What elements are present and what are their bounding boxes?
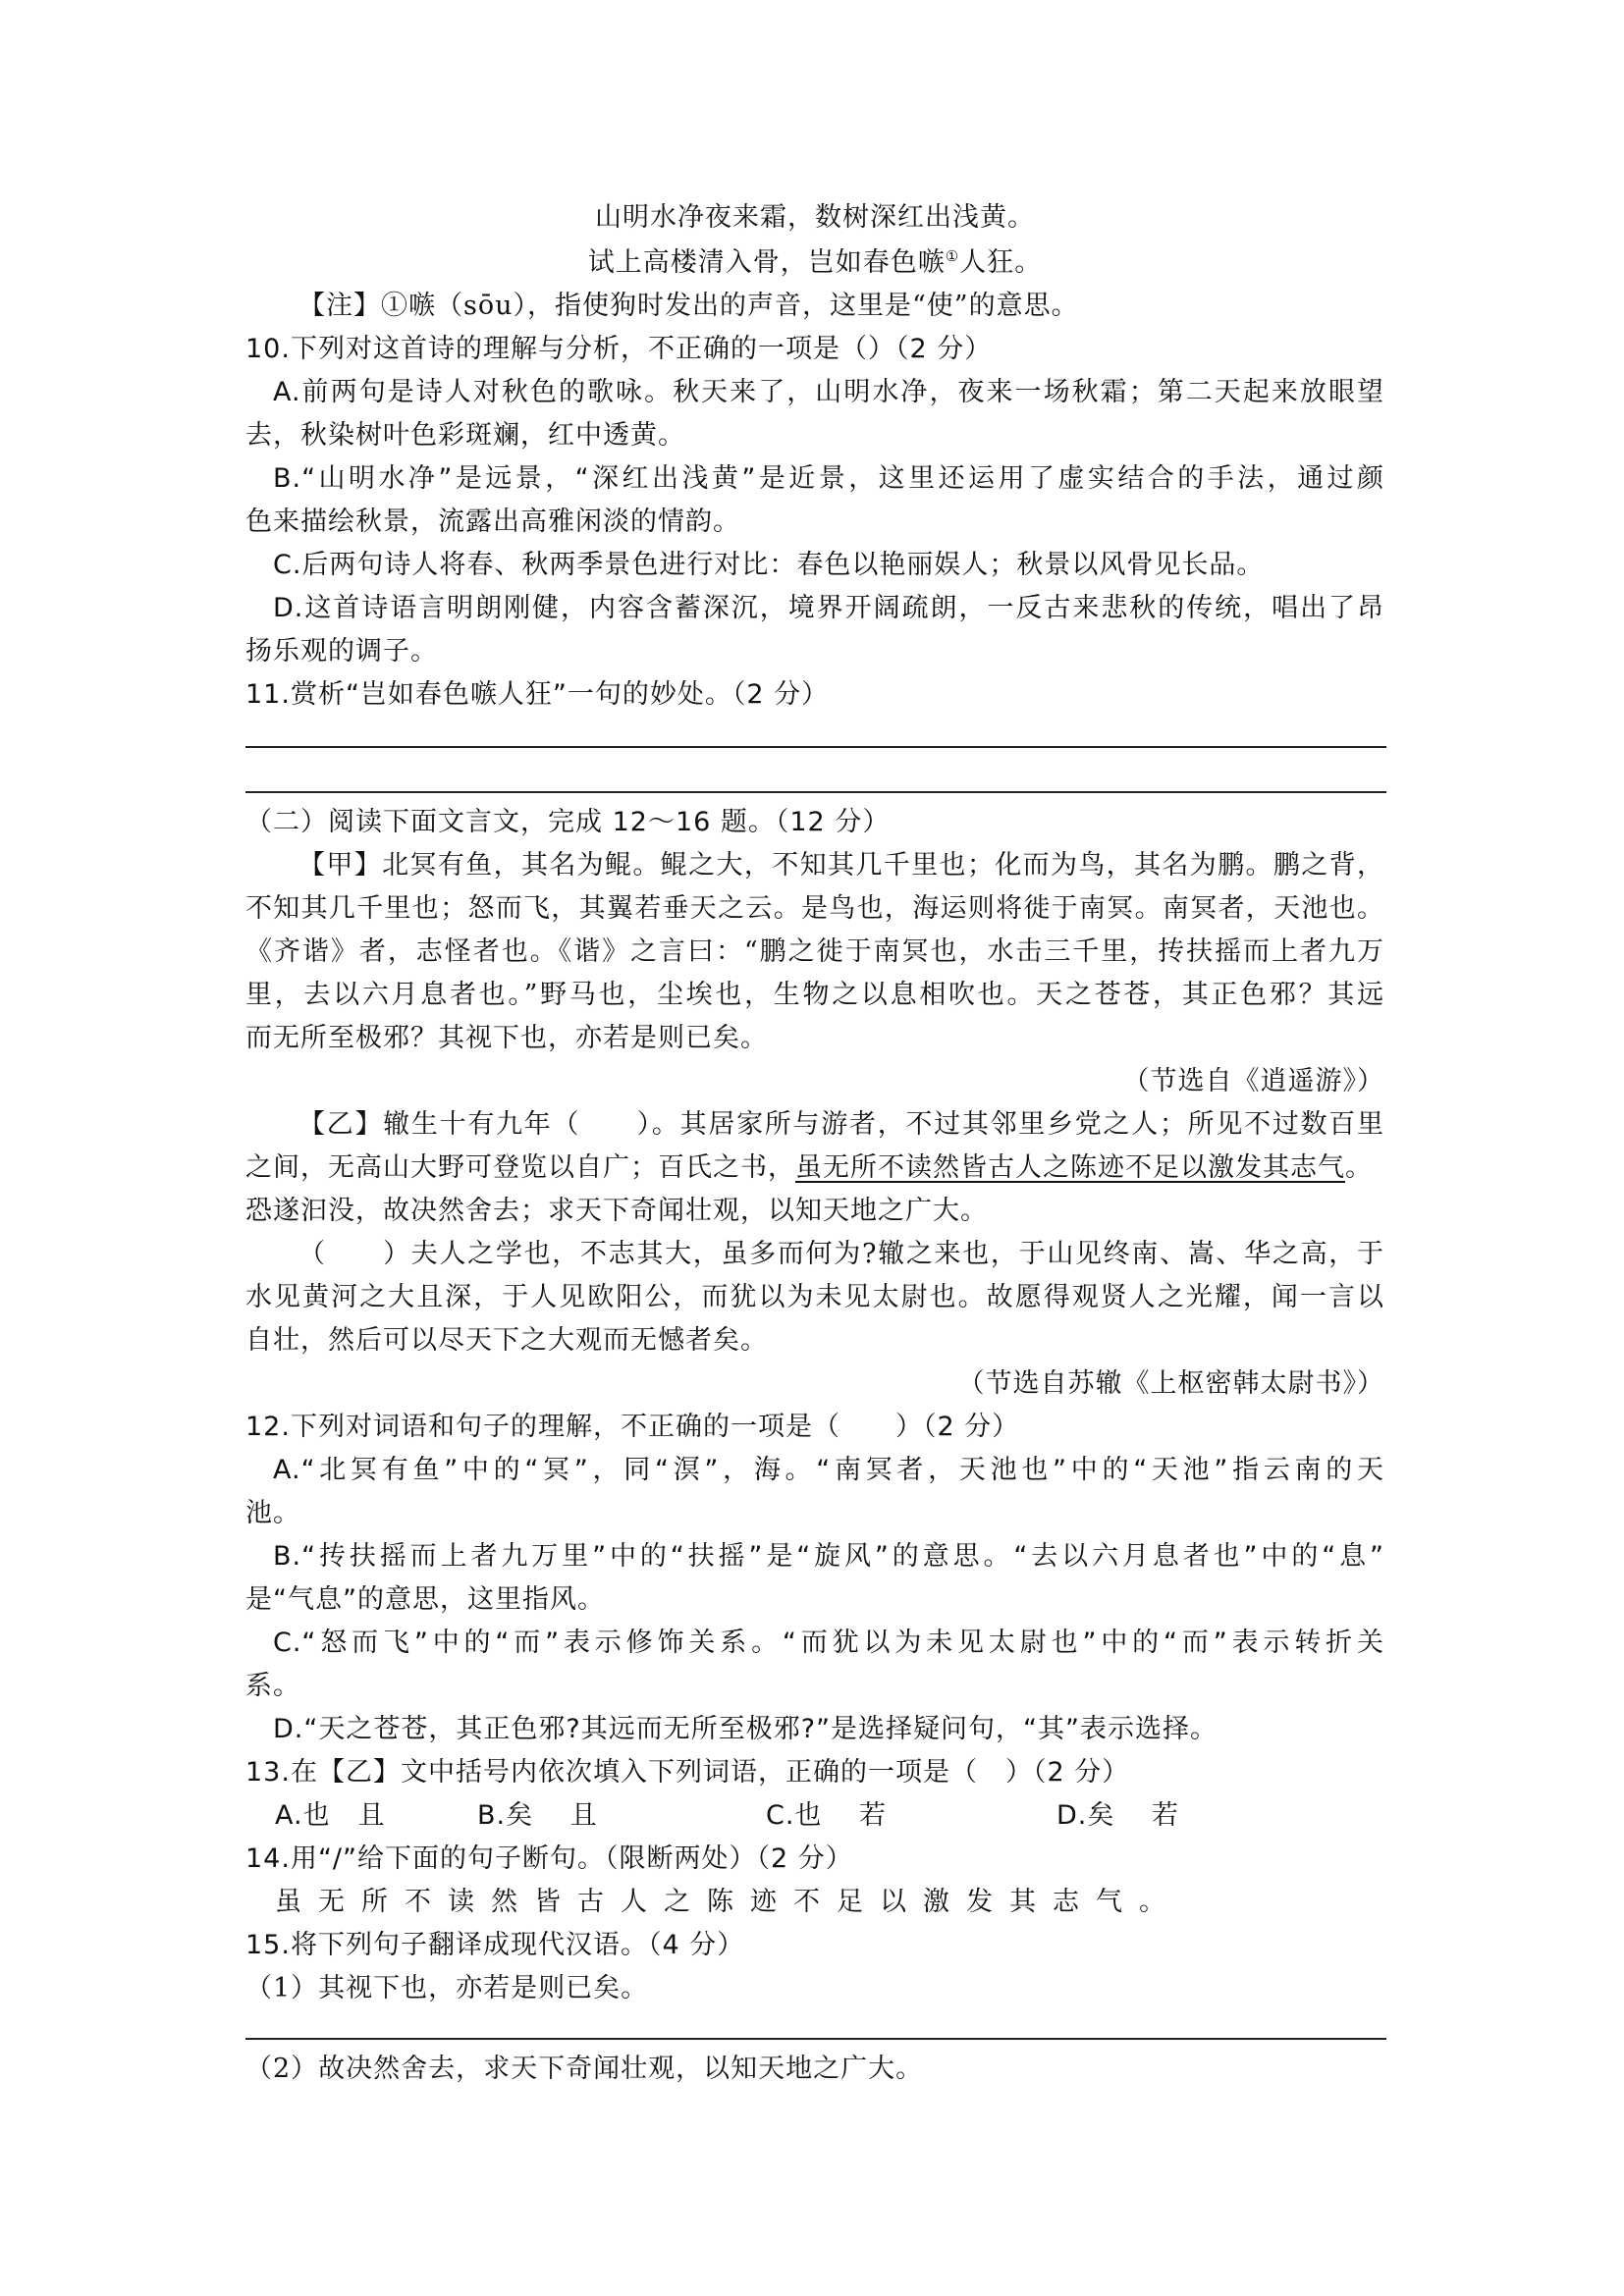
- q10-option-b-line-1: B.“山明水净”是远景，“深红出浅黄”是近景，这里还运用了虚实结合的手法，通过颜: [273, 463, 1384, 494]
- q12-option-c-line-2: 系。: [245, 1671, 300, 1701]
- q14-sentence: 虽无所不读然皆古人之陈迹不足以激发其志气。: [275, 1887, 1182, 1917]
- passage-yi-line-5: 水见黄河之大且深，于人见欧阳公，而犹以为未见太尉也。故愿得观贤人之光耀，闻一言以: [245, 1282, 1384, 1312]
- q10-stem: 10.下列对这首诗的理解与分析，不正确的一项是（）（2 分）: [245, 334, 993, 364]
- passage-jia-line-2: 不知其几千里也；怒而飞，其翼若垂天之云。是鸟也，海运则将徙于南冥。南冥者，天池也。: [245, 893, 1384, 924]
- passage-yi-line-2: [245, 1147, 1384, 1190]
- q10-option-b-line-2: 色来描绘秋景，流露出高雅闲淡的情韵。: [245, 507, 740, 537]
- q10-option-c: C.后两句诗人将春、秋两季景色进行对比：春色以艳丽娱人；秋景以风骨见长品。: [273, 550, 1265, 580]
- poem-note: 【注】①嗾（sōu），指使狗时发出的声音，这里是“使”的意思。: [298, 291, 1079, 321]
- q12-stem: 12.下列对词语和句子的理解，不正确的一项是（ ）（2 分）: [245, 1412, 1020, 1442]
- passage-yi-line-2-part-b: 。: [1345, 1152, 1373, 1183]
- passage-jia-line-1: 【甲】北冥有鱼，其名为鲲。鲲之大，不知其几千里也；化而为鸟，其名为鹏。鹏之背，: [298, 850, 1384, 881]
- q13-option-c: C.也 若: [766, 1800, 888, 1831]
- passage-jia-line-4: 里，去以六月息者也。”野马也，尘埃也，生物之以息相吹也。天之苍苍，其正色邪？其远: [245, 980, 1384, 1010]
- q10-option-a-line-1: A.前两句是诗人对秋色的歌咏。秋天来了，山明水净，夜来一场秋霜；第二天起来放眼望: [273, 377, 1384, 407]
- passage-jia-source: （节选自《逍遥游》）: [1122, 1066, 1384, 1096]
- passage-yi-line-1: 【乙】辙生十有九年（ ）。其居家所与游者，不过其邻里乡党之人；所见不过数百里: [298, 1109, 1384, 1140]
- passage-yi-line-3: 恐遂汩没，故决然舍去；求天下奇闻壮观，以知天地之广大。: [245, 1196, 988, 1226]
- q12-option-b-line-1: B.“抟扶摇而上者九万里”中的“扶摇”是“旋风”的意思。“去以六月息者也”中的“息”: [273, 1541, 1384, 1572]
- section-2-heading: （二）阅读下面文言文，完成 12～16 题。（12 分）: [245, 807, 891, 837]
- poem-line-4: [245, 241, 1384, 285]
- passage-jia-line-5: 而无所至极邪？其视下也，亦若是则已矣。: [245, 1023, 768, 1053]
- poem-line-4-part-a: 试上高楼清入骨，岂如春色嗾: [587, 247, 946, 278]
- underlined-sentence: 虽无所不读然皆古人之陈迹不足以激发其志气: [795, 1152, 1345, 1183]
- passage-yi-source: （节选自苏辙《上枢密韩太尉书》）: [957, 1368, 1384, 1399]
- passage-yi-line-2-part-a: 之间，无高山大野可登览以自广；百氏之书，: [245, 1152, 795, 1183]
- q12-option-a-line-1: A.“北冥有鱼”中的“冥”，同“溟”，海。“南冥者，天池也”中的“天池”指云南的天: [273, 1455, 1384, 1485]
- passage-jia-line-3: 《齐谐》者，志怪者也。《谐》之言曰：“鹏之徙于南冥也，水击三千里，抟扶摇而上者九万: [245, 936, 1384, 967]
- q14-stem: 14.用“/”给下面的句子断句。（限断两处）（2 分）: [245, 1843, 853, 1874]
- answer-line: [245, 2038, 1386, 2040]
- q12-option-d: D.“天之苍苍，其正色邪?其远而无所至极邪?”是选择疑问句，“其”表示选择。: [273, 1714, 1218, 1744]
- q10-option-d-line-1: D.这首诗语言明朗刚健，内容含蓄深沉，境界开阔疏朗，一反古来悲秋的传统，唱出了昂: [273, 593, 1384, 623]
- passage-yi-line-4: （ ）夫人之学也，不志其大，虽多而何为?辙之来也，于山见终南、嵩、华之高，于: [298, 1239, 1384, 1269]
- answer-line: [245, 746, 1386, 748]
- q13-option-d: D.矣 若: [1056, 1800, 1179, 1831]
- q12-option-c-line-1: C.“怒而飞”中的“而”表示修饰关系。“而犹以为未见太尉也”中的“而”表示转折关: [273, 1628, 1384, 1658]
- q13-option-b: B.矣 且: [477, 1800, 598, 1831]
- q13-option-a: A.也 且: [275, 1800, 386, 1831]
- q12-option-a-line-2: 池。: [245, 1498, 300, 1528]
- poem-line-3: 山明水净夜来霜，数树深红出浅黄。: [595, 202, 1035, 233]
- q11-stem: 11.赏析“岂如春色嗾人狂”一句的妙处。（2 分）: [245, 679, 830, 710]
- q12-option-b-line-2: 是“气息”的意思，这里指风。: [245, 1584, 605, 1615]
- footnote-marker: ①: [945, 247, 960, 265]
- q15-stem: 15.将下列句子翻译成现代汉语。（4 分）: [245, 1930, 745, 1960]
- poem-line-4-part-b: 人狂。: [959, 247, 1043, 278]
- q10-option-d-line-2: 扬乐观的调子。: [245, 636, 438, 667]
- q13-stem: 13.在【乙】文中括号内依次填入下列词语，正确的一项是（ ）（2 分）: [245, 1757, 1130, 1788]
- q15-sentence-2: （2）故决然舍去，求天下奇闻壮观，以知天地之广大。: [245, 2054, 924, 2084]
- passage-yi-line-6: 自壮，然后可以尽天下之大观而无憾者矣。: [245, 1325, 768, 1356]
- q15-sentence-1: （1）其视下也，亦若是则已矣。: [245, 1973, 649, 2003]
- q10-option-a-line-2: 去，秋染树叶色彩斑斓，红中透黄。: [245, 420, 685, 451]
- answer-line: [245, 791, 1386, 793]
